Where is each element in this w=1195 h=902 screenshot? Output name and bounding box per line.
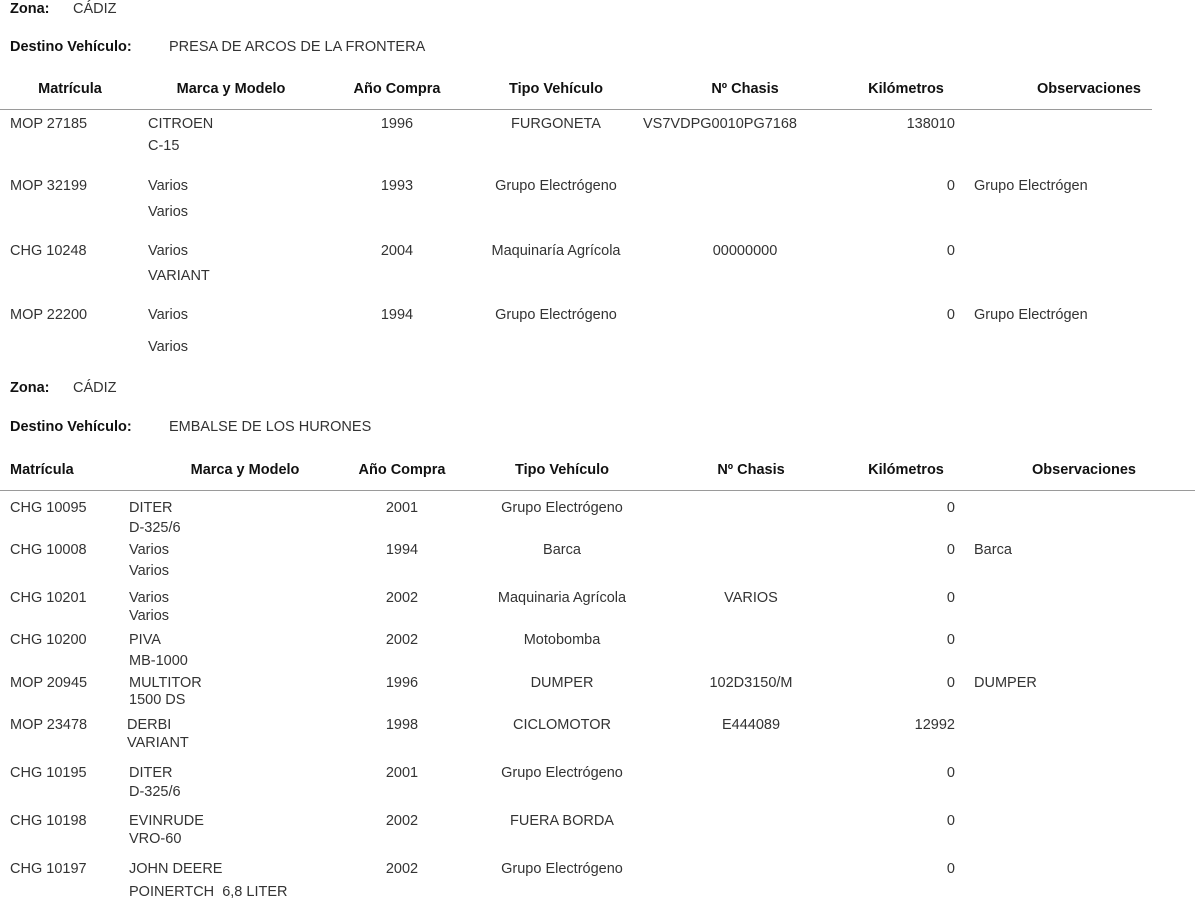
anio: 2002 [385,590,419,606]
kilometros: 0 [946,675,955,691]
marca: DERBI [127,717,172,733]
chasis: 102D3150/M [709,675,793,691]
header-divider [0,490,1195,491]
kilometros: 0 [946,243,955,259]
anio: 1994 [380,307,414,323]
tipo: Motobomba [523,632,601,648]
modelo: D-325/6 [129,784,181,800]
modelo: Varios [148,204,189,220]
modelo: 1500 DS [129,692,186,708]
marca: Varios [148,243,189,259]
kilometros: 0 [946,307,955,323]
chasis: VARIOS [724,590,778,606]
anio: 1994 [385,542,419,558]
tipo: Grupo Electrógeno [495,178,617,194]
destino-value: EMBALSE DE LOS HURONES [169,419,372,435]
chasis: VS7VDPG0010PG7168 [643,116,797,132]
tipo: DUMPER [530,675,594,691]
observaciones: Grupo Electrógen [974,178,1088,194]
zona-value: CÁDIZ [73,1,117,17]
col-observaciones: Observaciones [1037,81,1141,97]
kilometros: 138010 [906,116,955,132]
modelo: VRO-60 [129,831,182,847]
destino-label: Destino Vehículo: [10,419,132,435]
modelo: D-325/6 [129,520,181,536]
col-anio-compra: Año Compra [358,462,446,478]
marca: DITER [129,765,173,781]
matricula: CHG 10200 [10,632,87,648]
tipo: Barca [543,542,581,558]
observaciones: DUMPER [974,675,1037,691]
destino-label: Destino Vehículo: [10,39,132,55]
zona-value: CÁDIZ [73,380,117,396]
marca: MULTITOR [129,675,202,691]
destino-value: PRESA DE ARCOS DE LA FRONTERA [169,39,426,55]
tipo: FUERA BORDA [510,813,614,829]
observaciones: Barca [974,542,1012,558]
col-observaciones: Observaciones [1032,462,1136,478]
col-tipo-vehiculo: Tipo Vehículo [509,81,603,97]
matricula: CHG 10195 [10,765,87,781]
matricula: CHG 10197 [10,861,87,877]
tipo: CICLOMOTOR [512,717,612,733]
chasis: 00000000 [712,243,778,259]
anio: 2001 [385,500,419,516]
col-tipo-vehiculo: Tipo Vehículo [515,462,609,478]
zona-label: Zona: [10,380,50,396]
chasis: E444089 [721,717,781,733]
marca: Varios [148,178,189,194]
tipo: Grupo Electrógeno [501,861,623,877]
matricula: CHG 10008 [10,542,87,558]
kilometros: 0 [946,178,955,194]
kilometros: 0 [946,590,955,606]
kilometros: 0 [946,632,955,648]
marca: Varios [148,307,189,323]
anio: 1993 [380,178,414,194]
col-chasis: Nº Chasis [711,81,779,97]
marca: JOHN DEERE [129,861,223,877]
tipo: FURGONETA [511,116,601,132]
matricula: CHG 10095 [10,500,87,516]
matricula: MOP 23478 [10,717,88,733]
kilometros: 12992 [914,717,955,733]
modelo: Varios [129,608,170,624]
tipo: Maquinaría Agrícola [491,243,621,259]
marca: EVINRUDE [129,813,204,829]
matricula: MOP 27185 [10,116,88,132]
tipo: Grupo Electrógeno [501,500,623,516]
matricula: MOP 22200 [10,307,88,323]
col-kilometros: Kilómetros [868,81,944,97]
modelo: MB-1000 [129,653,188,669]
kilometros: 0 [946,542,955,558]
marca: Varios [129,542,170,558]
modelo: Varios [148,339,189,355]
kilometros: 0 [946,861,955,877]
kilometros: 0 [946,813,955,829]
kilometros: 0 [946,500,955,516]
matricula: CHG 10198 [10,813,87,829]
col-marca-modelo: Marca y Modelo [190,462,300,478]
modelo: VARIANT [127,735,189,751]
col-chasis: Nº Chasis [717,462,785,478]
tipo: Maquinaria Agrícola [497,590,627,606]
anio: 1998 [385,717,419,733]
matricula: CHG 10201 [10,590,87,606]
col-marca-modelo: Marca y Modelo [176,81,286,97]
header-divider [0,109,1152,110]
col-anio-compra: Año Compra [353,81,441,97]
matricula: MOP 32199 [10,178,88,194]
tipo: Grupo Electrógeno [501,765,623,781]
marca: PIVA [129,632,161,648]
marca: CITROEN [148,116,214,132]
col-kilometros: Kilómetros [868,462,944,478]
tipo: Grupo Electrógeno [495,307,617,323]
anio: 1996 [385,675,419,691]
modelo: VARIANT [148,268,210,284]
anio: 1996 [380,116,414,132]
matricula: CHG 10248 [10,243,87,259]
kilometros: 0 [946,765,955,781]
zona-label: Zona: [10,1,50,17]
marca: Varios [129,590,170,606]
anio: 2002 [385,632,419,648]
anio: 2002 [385,813,419,829]
modelo: POINERTCH 6,8 LITER [129,884,288,900]
anio: 2002 [385,861,419,877]
col-matricula: Matrícula [38,81,102,97]
observaciones: Grupo Electrógen [974,307,1088,323]
matricula: MOP 20945 [10,675,88,691]
modelo: Varios [129,563,170,579]
anio: 2004 [380,243,414,259]
anio: 2001 [385,765,419,781]
col-matricula: Matrícula [10,462,74,478]
marca: DITER [129,500,173,516]
modelo: C-15 [148,138,180,154]
